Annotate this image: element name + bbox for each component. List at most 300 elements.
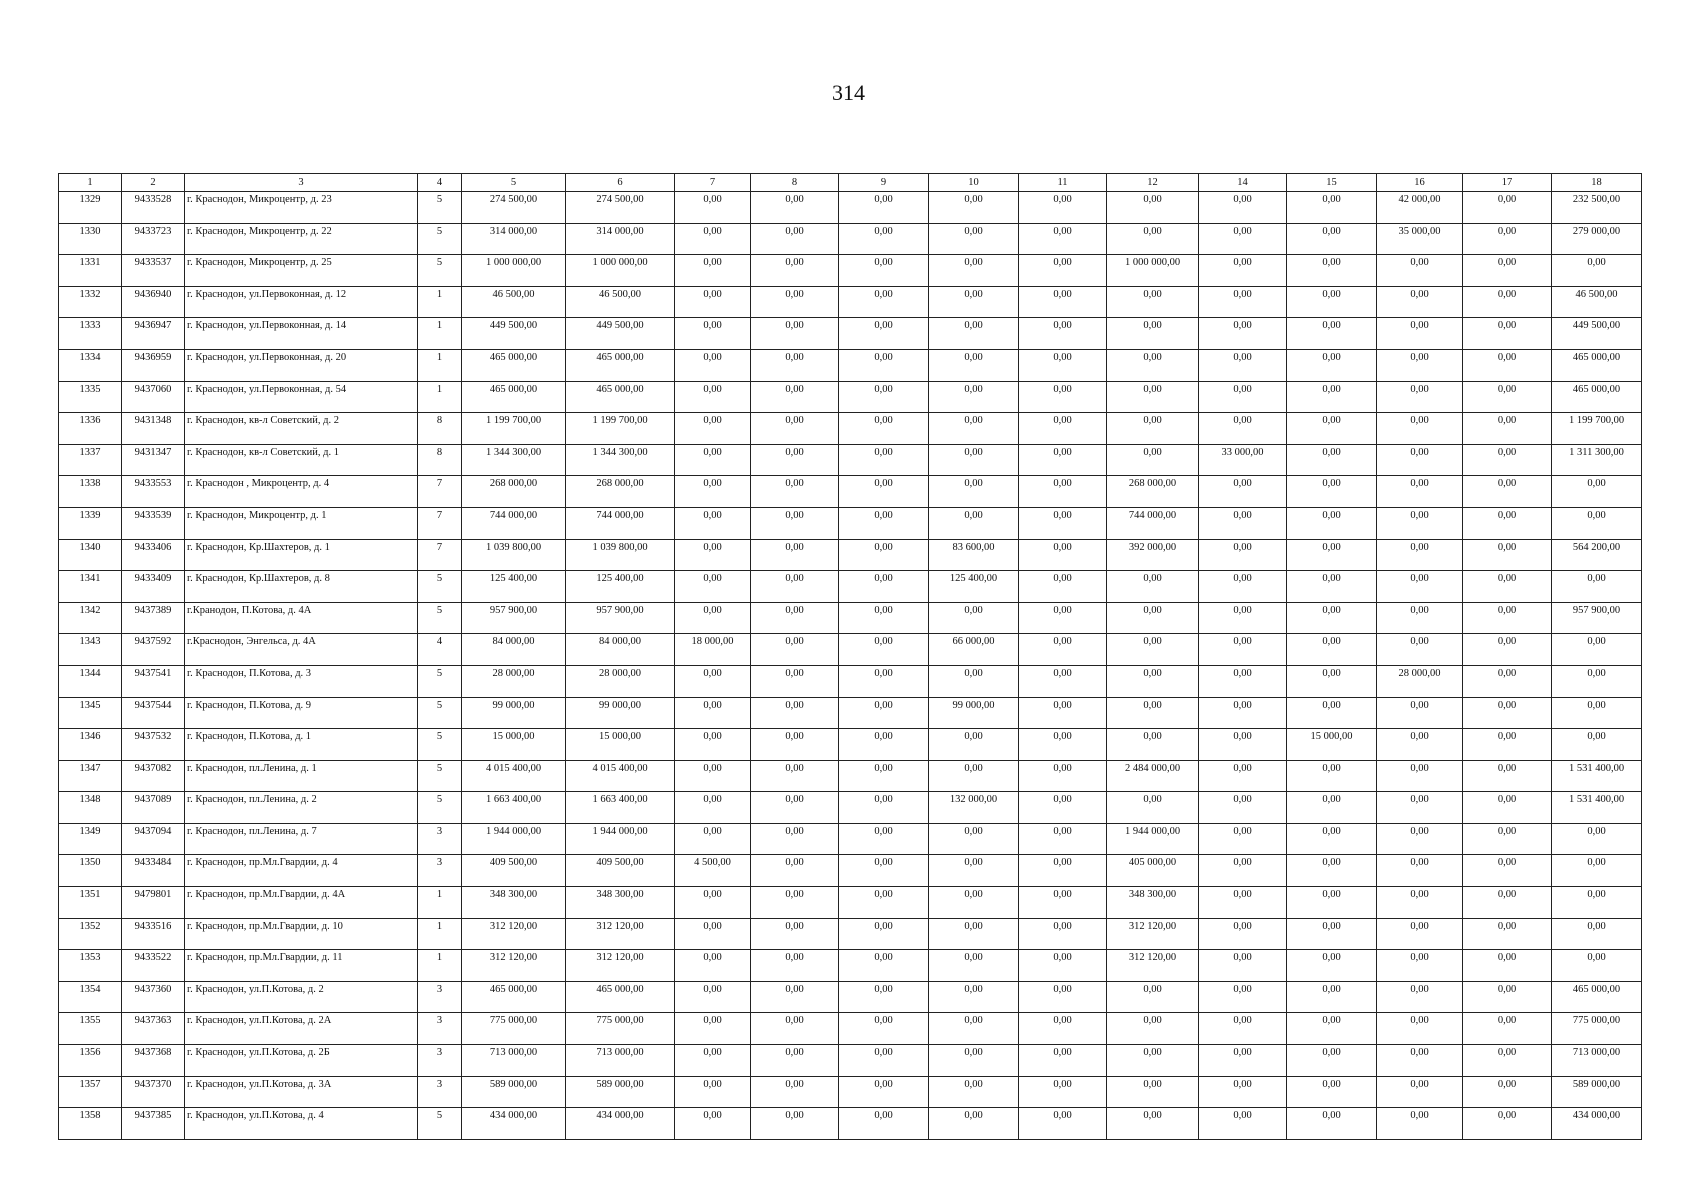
table-cell: 0,00: [1107, 792, 1199, 824]
table-cell: 0,00: [1019, 665, 1107, 697]
table-cell: 0,00: [675, 1108, 751, 1140]
table-cell: 713 000,00: [1552, 1045, 1642, 1077]
table-cell: 0,00: [1463, 571, 1552, 603]
table-cell: 0,00: [751, 286, 839, 318]
table-cell: 0,00: [675, 665, 751, 697]
table-cell: 744 000,00: [462, 507, 566, 539]
table-cell: 1358: [59, 1108, 122, 1140]
table-cell: 713 000,00: [462, 1045, 566, 1077]
table-cell: 0,00: [675, 349, 751, 381]
table-cell: 0,00: [1019, 602, 1107, 634]
table-cell: 9433484: [122, 855, 185, 887]
table-cell: 0,00: [1019, 729, 1107, 761]
table-cell: 9433723: [122, 223, 185, 255]
table-cell: 0,00: [1377, 1013, 1463, 1045]
table-cell: 0,00: [675, 823, 751, 855]
table-cell: 1353: [59, 950, 122, 982]
table-cell: 0,00: [839, 507, 929, 539]
column-header: 4: [418, 174, 462, 192]
table-cell: 314 000,00: [462, 223, 566, 255]
table-cell: 1348: [59, 792, 122, 824]
table-cell: 775 000,00: [566, 1013, 675, 1045]
table-cell: 0,00: [839, 1076, 929, 1108]
table-cell: 0,00: [929, 318, 1019, 350]
table-cell: 348 300,00: [566, 887, 675, 919]
table-cell: 46 500,00: [1552, 286, 1642, 318]
table-cell: 0,00: [839, 1108, 929, 1140]
table-cell: 312 120,00: [566, 918, 675, 950]
table-cell: 312 120,00: [462, 950, 566, 982]
table-cell: 0,00: [1019, 887, 1107, 919]
table-cell: 0,00: [839, 950, 929, 982]
table-cell: 0,00: [751, 729, 839, 761]
table-cell: г.Краснодон, Энгельса, д. 4А: [185, 634, 418, 666]
table-row: [59, 665, 1642, 697]
table-row: [59, 887, 1642, 919]
table-cell: 0,00: [1107, 729, 1199, 761]
table-cell: 0,00: [1377, 729, 1463, 761]
table-cell: 0,00: [751, 318, 839, 350]
table-cell: 18 000,00: [675, 634, 751, 666]
table-cell: 0,00: [1019, 1076, 1107, 1108]
table-cell: 9437368: [122, 1045, 185, 1077]
table-cell: 0,00: [929, 1076, 1019, 1108]
table-cell: 9437360: [122, 981, 185, 1013]
table-cell: 0,00: [675, 1076, 751, 1108]
table-cell: 125 400,00: [929, 571, 1019, 603]
table-cell: 9433409: [122, 571, 185, 603]
table-cell: г. Краснодон, кв-л Советский, д. 1: [185, 444, 418, 476]
table-cell: 0,00: [1287, 1076, 1377, 1108]
table-row: [59, 255, 1642, 287]
table-cell: 1333: [59, 318, 122, 350]
table-cell: 1355: [59, 1013, 122, 1045]
table-cell: 0,00: [1107, 1045, 1199, 1077]
table-cell: 0,00: [839, 634, 929, 666]
table-cell: 9437544: [122, 697, 185, 729]
table-cell: 0,00: [1287, 539, 1377, 571]
table-cell: г. Краснодон, пр.Мл.Гвардии, д. 11: [185, 950, 418, 982]
table-cell: 0,00: [1463, 255, 1552, 287]
table-cell: 348 300,00: [462, 887, 566, 919]
table-cell: 0,00: [1463, 602, 1552, 634]
table-cell: 0,00: [1377, 286, 1463, 318]
table-cell: 1351: [59, 887, 122, 919]
table-cell: 0,00: [1287, 697, 1377, 729]
table-cell: 9437060: [122, 381, 185, 413]
table-cell: 0,00: [1287, 476, 1377, 508]
table-cell: 1342: [59, 602, 122, 634]
table-cell: 0,00: [1552, 855, 1642, 887]
table-cell: 312 120,00: [566, 950, 675, 982]
table-cell: 0,00: [1199, 887, 1287, 919]
table-cell: 0,00: [751, 602, 839, 634]
table-row: [59, 571, 1642, 603]
table-cell: 1352: [59, 918, 122, 950]
table-cell: 0,00: [1199, 255, 1287, 287]
table-cell: 9433539: [122, 507, 185, 539]
table-cell: 0,00: [675, 255, 751, 287]
table-row: [59, 1045, 1642, 1077]
table-row: [59, 1076, 1642, 1108]
table-cell: г. Краснодон, ул.П.Котова, д. 4: [185, 1108, 418, 1140]
table-cell: 0,00: [675, 950, 751, 982]
table-cell: 0,00: [1552, 950, 1642, 982]
table-cell: 0,00: [1377, 539, 1463, 571]
table-cell: 33 000,00: [1199, 444, 1287, 476]
table-cell: г. Краснодон, П.Котова, д. 3: [185, 665, 418, 697]
column-header: 2: [122, 174, 185, 192]
table-cell: 1 039 800,00: [566, 539, 675, 571]
table-cell: 434 000,00: [462, 1108, 566, 1140]
table-row: [59, 855, 1642, 887]
table-cell: 312 120,00: [1107, 918, 1199, 950]
table-body: [59, 192, 1642, 1140]
table-cell: 0,00: [675, 729, 751, 761]
table-cell: г. Краснодон, пр.Мл.Гвардии, д. 10: [185, 918, 418, 950]
table-cell: 0,00: [751, 192, 839, 224]
table-cell: 589 000,00: [566, 1076, 675, 1108]
table-cell: 0,00: [1199, 1108, 1287, 1140]
table-cell: 3: [418, 823, 462, 855]
table-cell: 99 000,00: [462, 697, 566, 729]
table-cell: 0,00: [929, 255, 1019, 287]
table-cell: 0,00: [1019, 950, 1107, 982]
table-cell: 465 000,00: [1552, 349, 1642, 381]
table-cell: 0,00: [1199, 665, 1287, 697]
table-cell: 1: [418, 318, 462, 350]
table-cell: 5: [418, 792, 462, 824]
table-cell: 1 663 400,00: [462, 792, 566, 824]
table-cell: 775 000,00: [462, 1013, 566, 1045]
table-cell: 83 600,00: [929, 539, 1019, 571]
table-cell: 9433528: [122, 192, 185, 224]
table-cell: 0,00: [1019, 918, 1107, 950]
table-cell: 0,00: [1552, 887, 1642, 919]
table-cell: 0,00: [1199, 507, 1287, 539]
table-cell: г. Краснодон, ул.Первоконная, д. 14: [185, 318, 418, 350]
table-cell: 0,00: [1199, 318, 1287, 350]
table-cell: 0,00: [1377, 950, 1463, 982]
table-row: [59, 539, 1642, 571]
table-cell: 0,00: [929, 981, 1019, 1013]
table-cell: 7: [418, 539, 462, 571]
table-cell: 0,00: [1287, 444, 1377, 476]
table-cell: 0,00: [1199, 634, 1287, 666]
table-cell: 0,00: [839, 192, 929, 224]
table-cell: 0,00: [1019, 476, 1107, 508]
table-cell: 1338: [59, 476, 122, 508]
table-cell: 0,00: [751, 918, 839, 950]
table-cell: 0,00: [1019, 823, 1107, 855]
table-cell: 0,00: [1377, 413, 1463, 445]
table-cell: 0,00: [1463, 760, 1552, 792]
table-cell: 0,00: [1199, 1076, 1287, 1108]
table-cell: 1329: [59, 192, 122, 224]
table-cell: 1: [418, 381, 462, 413]
table-cell: 0,00: [929, 760, 1019, 792]
table-cell: 1356: [59, 1045, 122, 1077]
table-cell: г. Краснодон, пл.Ленина, д. 7: [185, 823, 418, 855]
table-cell: 465 000,00: [1552, 981, 1642, 1013]
table-cell: 3: [418, 981, 462, 1013]
table-cell: г. Краснодон, Кр.Шахтеров, д. 1: [185, 539, 418, 571]
table-cell: 9437370: [122, 1076, 185, 1108]
table-cell: 9437082: [122, 760, 185, 792]
table-cell: 8: [418, 413, 462, 445]
table-cell: 1343: [59, 634, 122, 666]
table-cell: 7: [418, 476, 462, 508]
table-cell: 0,00: [1107, 349, 1199, 381]
table-cell: 0,00: [1287, 950, 1377, 982]
table-cell: 0,00: [1287, 255, 1377, 287]
table-cell: 0,00: [1463, 413, 1552, 445]
table-cell: 1 000 000,00: [1107, 255, 1199, 287]
table-cell: 0,00: [1552, 255, 1642, 287]
table-cell: 0,00: [751, 792, 839, 824]
table-cell: г. Краснодон, П.Котова, д. 9: [185, 697, 418, 729]
table-cell: 0,00: [751, 539, 839, 571]
table-cell: 0,00: [839, 602, 929, 634]
table-row: [59, 381, 1642, 413]
table-cell: 0,00: [929, 1108, 1019, 1140]
table-cell: 99 000,00: [929, 697, 1019, 729]
table-cell: 0,00: [1019, 255, 1107, 287]
table-cell: 0,00: [1107, 318, 1199, 350]
table-cell: 268 000,00: [462, 476, 566, 508]
table-cell: 1341: [59, 571, 122, 603]
table-cell: 5: [418, 223, 462, 255]
table-cell: 1: [418, 887, 462, 919]
table-cell: 465 000,00: [1552, 381, 1642, 413]
table-cell: 0,00: [1377, 634, 1463, 666]
table-cell: 0,00: [1019, 318, 1107, 350]
table-cell: 0,00: [1377, 602, 1463, 634]
table-cell: 0,00: [1019, 444, 1107, 476]
table-cell: 3: [418, 1045, 462, 1077]
table-cell: 0,00: [929, 1045, 1019, 1077]
table-cell: 0,00: [1199, 729, 1287, 761]
table-cell: 0,00: [839, 286, 929, 318]
table-cell: 0,00: [1287, 634, 1377, 666]
table-cell: 0,00: [1019, 634, 1107, 666]
table-cell: 0,00: [929, 507, 1019, 539]
table-cell: 9437389: [122, 602, 185, 634]
table-cell: г. Краснодон, Микроцентр, д. 1: [185, 507, 418, 539]
table-cell: 0,00: [1287, 887, 1377, 919]
table-row: [59, 634, 1642, 666]
table-cell: 0,00: [1199, 381, 1287, 413]
table-cell: г. Краснодон, Кр.Шахтеров, д. 8: [185, 571, 418, 603]
table-cell: 1 199 700,00: [566, 413, 675, 445]
table-cell: 0,00: [675, 792, 751, 824]
table-cell: 0,00: [839, 1045, 929, 1077]
table-cell: 0,00: [751, 981, 839, 1013]
table-cell: 0,00: [929, 349, 1019, 381]
table-cell: 0,00: [929, 476, 1019, 508]
table-cell: 0,00: [839, 792, 929, 824]
table-cell: 0,00: [1287, 223, 1377, 255]
table-cell: 0,00: [839, 223, 929, 255]
table-cell: 0,00: [751, 381, 839, 413]
table-cell: 0,00: [1463, 444, 1552, 476]
table-cell: 0,00: [1199, 697, 1287, 729]
table-cell: 99 000,00: [566, 697, 675, 729]
table-cell: 0,00: [1287, 571, 1377, 603]
table-cell: 0,00: [675, 476, 751, 508]
table-cell: 0,00: [675, 444, 751, 476]
table-cell: 1354: [59, 981, 122, 1013]
table-cell: 0,00: [1019, 792, 1107, 824]
table-cell: 0,00: [751, 1013, 839, 1045]
table-cell: 4 015 400,00: [462, 760, 566, 792]
table-cell: 9437541: [122, 665, 185, 697]
table-cell: 0,00: [1287, 792, 1377, 824]
table-cell: 0,00: [1377, 1108, 1463, 1140]
table-cell: 0,00: [1463, 539, 1552, 571]
table-cell: 1 944 000,00: [462, 823, 566, 855]
table-cell: 1330: [59, 223, 122, 255]
table-cell: 15 000,00: [462, 729, 566, 761]
table-cell: 0,00: [1287, 349, 1377, 381]
table-cell: 0,00: [1019, 192, 1107, 224]
table-cell: 274 500,00: [462, 192, 566, 224]
table-cell: 9437385: [122, 1108, 185, 1140]
table-cell: 0,00: [1019, 1045, 1107, 1077]
table-cell: 0,00: [1287, 286, 1377, 318]
table-cell: 0,00: [1107, 444, 1199, 476]
table-cell: 0,00: [1199, 413, 1287, 445]
table-cell: 0,00: [751, 1045, 839, 1077]
table-cell: 0,00: [929, 1013, 1019, 1045]
table-cell: 0,00: [839, 444, 929, 476]
table-cell: 0,00: [1552, 507, 1642, 539]
table-cell: 0,00: [1107, 1108, 1199, 1140]
table-cell: 0,00: [1377, 823, 1463, 855]
table-cell: 0,00: [1199, 823, 1287, 855]
table-cell: 713 000,00: [566, 1045, 675, 1077]
table-cell: 0,00: [1552, 729, 1642, 761]
table-row: [59, 1108, 1642, 1140]
table-cell: 0,00: [929, 286, 1019, 318]
table-cell: г. Краснодон, пл.Ленина, д. 2: [185, 792, 418, 824]
table-cell: 0,00: [1463, 981, 1552, 1013]
table-cell: 0,00: [1377, 571, 1463, 603]
table-cell: 0,00: [751, 413, 839, 445]
table-cell: 0,00: [675, 760, 751, 792]
table-cell: г. Краснодон, П.Котова, д. 1: [185, 729, 418, 761]
column-header: 9: [839, 174, 929, 192]
table-cell: 0,00: [751, 887, 839, 919]
table-cell: г. Краснодон, ул.П.Котова, д. 3А: [185, 1076, 418, 1108]
table-cell: 312 120,00: [1107, 950, 1199, 982]
table-cell: 465 000,00: [462, 349, 566, 381]
table-cell: 0,00: [1199, 855, 1287, 887]
table-cell: 0,00: [1107, 286, 1199, 318]
table-cell: 0,00: [1019, 697, 1107, 729]
table-cell: 0,00: [751, 223, 839, 255]
table-cell: 0,00: [751, 665, 839, 697]
table-cell: 0,00: [1287, 602, 1377, 634]
table-cell: 268 000,00: [1107, 476, 1199, 508]
table-cell: 0,00: [1199, 602, 1287, 634]
table-cell: 0,00: [751, 444, 839, 476]
table-cell: 0,00: [751, 823, 839, 855]
table-cell: 405 000,00: [1107, 855, 1199, 887]
table-cell: 0,00: [1287, 665, 1377, 697]
table-cell: 0,00: [1287, 918, 1377, 950]
table-cell: 0,00: [1463, 1076, 1552, 1108]
table-cell: 0,00: [1199, 1045, 1287, 1077]
table-cell: 1: [418, 349, 462, 381]
table-cell: 1 344 300,00: [462, 444, 566, 476]
table-cell: 0,00: [1377, 1076, 1463, 1108]
table-cell: 0,00: [1199, 286, 1287, 318]
table-row: [59, 760, 1642, 792]
table-cell: 0,00: [1287, 381, 1377, 413]
table-cell: 0,00: [675, 223, 751, 255]
table-cell: г. Краснодон, кв-л Советский, д. 2: [185, 413, 418, 445]
table-cell: 0,00: [675, 1013, 751, 1045]
table-cell: 0,00: [929, 665, 1019, 697]
table-cell: 9433522: [122, 950, 185, 982]
table-cell: 1: [418, 918, 462, 950]
table-cell: 465 000,00: [462, 381, 566, 413]
table-cell: 0,00: [929, 223, 1019, 255]
table-cell: 2 484 000,00: [1107, 760, 1199, 792]
table-cell: 9437363: [122, 1013, 185, 1045]
table-cell: 0,00: [1287, 318, 1377, 350]
table-cell: 9433516: [122, 918, 185, 950]
column-header: 6: [566, 174, 675, 192]
table-cell: 0,00: [1019, 981, 1107, 1013]
column-header: 16: [1377, 174, 1463, 192]
table-cell: 957 900,00: [1552, 602, 1642, 634]
table-cell: 0,00: [1552, 665, 1642, 697]
table-cell: 0,00: [751, 697, 839, 729]
table-cell: 28 000,00: [566, 665, 675, 697]
table-row: [59, 950, 1642, 982]
table-cell: 0,00: [1463, 318, 1552, 350]
table-cell: 0,00: [1552, 697, 1642, 729]
table-cell: 0,00: [1199, 792, 1287, 824]
table-cell: 0,00: [839, 413, 929, 445]
table-cell: г. Краснодон, ул.П.Котова, д. 2: [185, 981, 418, 1013]
table-cell: 1339: [59, 507, 122, 539]
table-cell: 35 000,00: [1377, 223, 1463, 255]
table-cell: 0,00: [1019, 539, 1107, 571]
table-cell: 0,00: [1019, 507, 1107, 539]
table-cell: 449 500,00: [1552, 318, 1642, 350]
table-cell: 0,00: [929, 192, 1019, 224]
table-row: [59, 823, 1642, 855]
table-cell: 0,00: [1377, 1045, 1463, 1077]
table-cell: 9431347: [122, 444, 185, 476]
table-cell: 0,00: [1107, 697, 1199, 729]
table-cell: 0,00: [675, 887, 751, 919]
table-cell: г. Краснодон, ул.Первоконная, д. 20: [185, 349, 418, 381]
table-row: [59, 697, 1642, 729]
table-cell: 0,00: [1287, 823, 1377, 855]
column-header: 10: [929, 174, 1019, 192]
table-cell: 0,00: [1377, 349, 1463, 381]
table-cell: 5: [418, 760, 462, 792]
table-cell: 0,00: [1377, 887, 1463, 919]
table-cell: 0,00: [675, 192, 751, 224]
table-cell: 1 000 000,00: [462, 255, 566, 287]
table-cell: 1350: [59, 855, 122, 887]
table-cell: 0,00: [929, 950, 1019, 982]
